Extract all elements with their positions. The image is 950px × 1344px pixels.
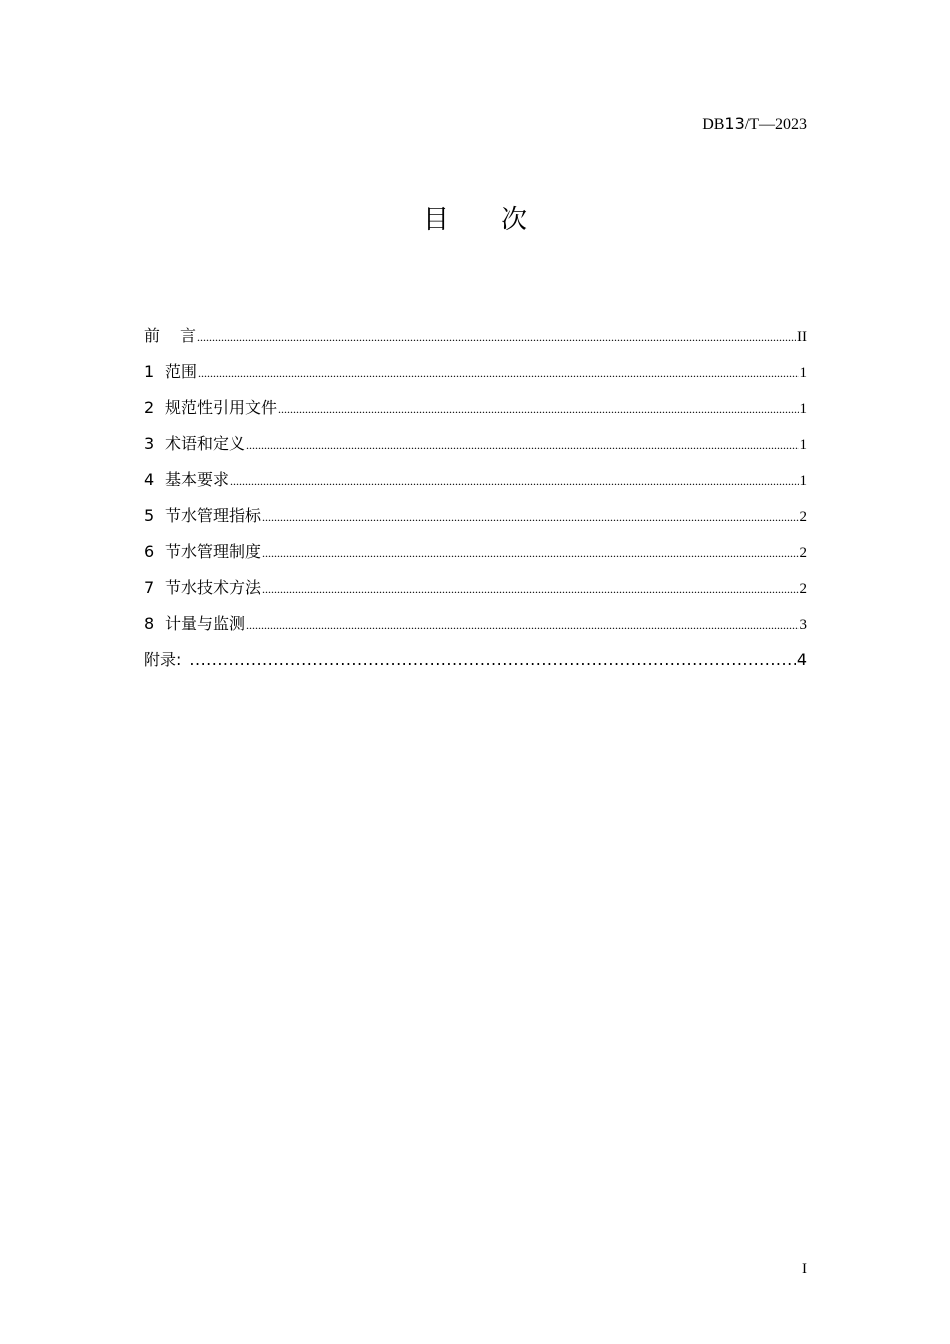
toc-entry-scope[interactable]	[144, 360, 807, 396]
toc-entry-number: 2	[144, 398, 155, 417]
table-of-contents	[144, 324, 807, 684]
toc-title-char-2: 次	[501, 205, 528, 235]
toc-entry-page: 4	[796, 650, 807, 669]
toc-entry-label: 前 言	[144, 326, 197, 345]
page-number: I	[802, 1261, 807, 1277]
toc-entry-number: 3	[144, 434, 155, 453]
dot-leader	[262, 505, 798, 529]
dot-leader	[262, 577, 798, 601]
toc-entry-label: 3 术语和定义	[144, 432, 245, 456]
toc-title-char-1: 目	[422, 205, 449, 235]
toc-title	[0, 203, 950, 237]
toc-entry-page: II	[797, 329, 807, 345]
toc-entry-label: 4 基本要求	[144, 468, 229, 492]
toc-entry-number: 5	[144, 506, 155, 525]
toc-entry-management-indicators[interactable]	[144, 504, 807, 540]
toc-entry-metering-monitoring[interactable]	[144, 612, 807, 648]
toc-entry-management-system[interactable]	[144, 540, 807, 576]
toc-entry-appendix[interactable]	[144, 648, 807, 684]
toc-entry-number: 7	[144, 578, 155, 597]
dot-leader	[197, 325, 796, 349]
toc-entry-page: 3	[799, 617, 807, 633]
toc-entry-label: 7 节水技术方法	[144, 576, 261, 600]
toc-entry-page: 1	[799, 401, 807, 417]
dot-leader	[262, 541, 798, 565]
dot-leader	[246, 613, 798, 637]
toc-entry-label: 1 范围	[144, 360, 197, 384]
document-code-suffix: /T—2023	[744, 116, 807, 133]
document-code-prefix: DB	[702, 116, 725, 133]
toc-entry-label: 5 节水管理指标	[144, 504, 261, 528]
dot-leader	[189, 648, 795, 672]
dot-leader	[230, 469, 798, 493]
toc-entry-number: 1	[144, 362, 155, 381]
toc-entry-number: 6	[144, 542, 155, 561]
document-code-number: 13	[724, 114, 745, 133]
toc-entry-label: 附录:	[144, 650, 182, 669]
toc-entry-page: 2	[799, 509, 807, 525]
toc-entry-terms-definitions[interactable]	[144, 432, 807, 468]
toc-entry-normative-references[interactable]	[144, 396, 807, 432]
toc-entry-page: 1	[799, 437, 807, 453]
toc-entry-page: 2	[799, 581, 807, 597]
document-code	[702, 114, 807, 135]
toc-entry-basic-requirements[interactable]	[144, 468, 807, 504]
dot-leader	[278, 397, 798, 421]
toc-entry-number: 4	[144, 470, 155, 489]
toc-entry-label: 2 规范性引用文件	[144, 396, 277, 420]
toc-entry-label: 8 计量与监测	[144, 612, 245, 636]
toc-entry-page: 2	[799, 545, 807, 561]
toc-entry-page: 1	[799, 473, 807, 489]
dot-leader	[246, 433, 798, 457]
dot-leader	[198, 361, 798, 385]
toc-entry-technical-methods[interactable]	[144, 576, 807, 612]
toc-entry-label: 6 节水管理制度	[144, 540, 261, 564]
toc-entry-number: 8	[144, 614, 155, 633]
toc-entry-foreword[interactable]	[144, 324, 807, 360]
toc-entry-page: 1	[799, 365, 807, 381]
